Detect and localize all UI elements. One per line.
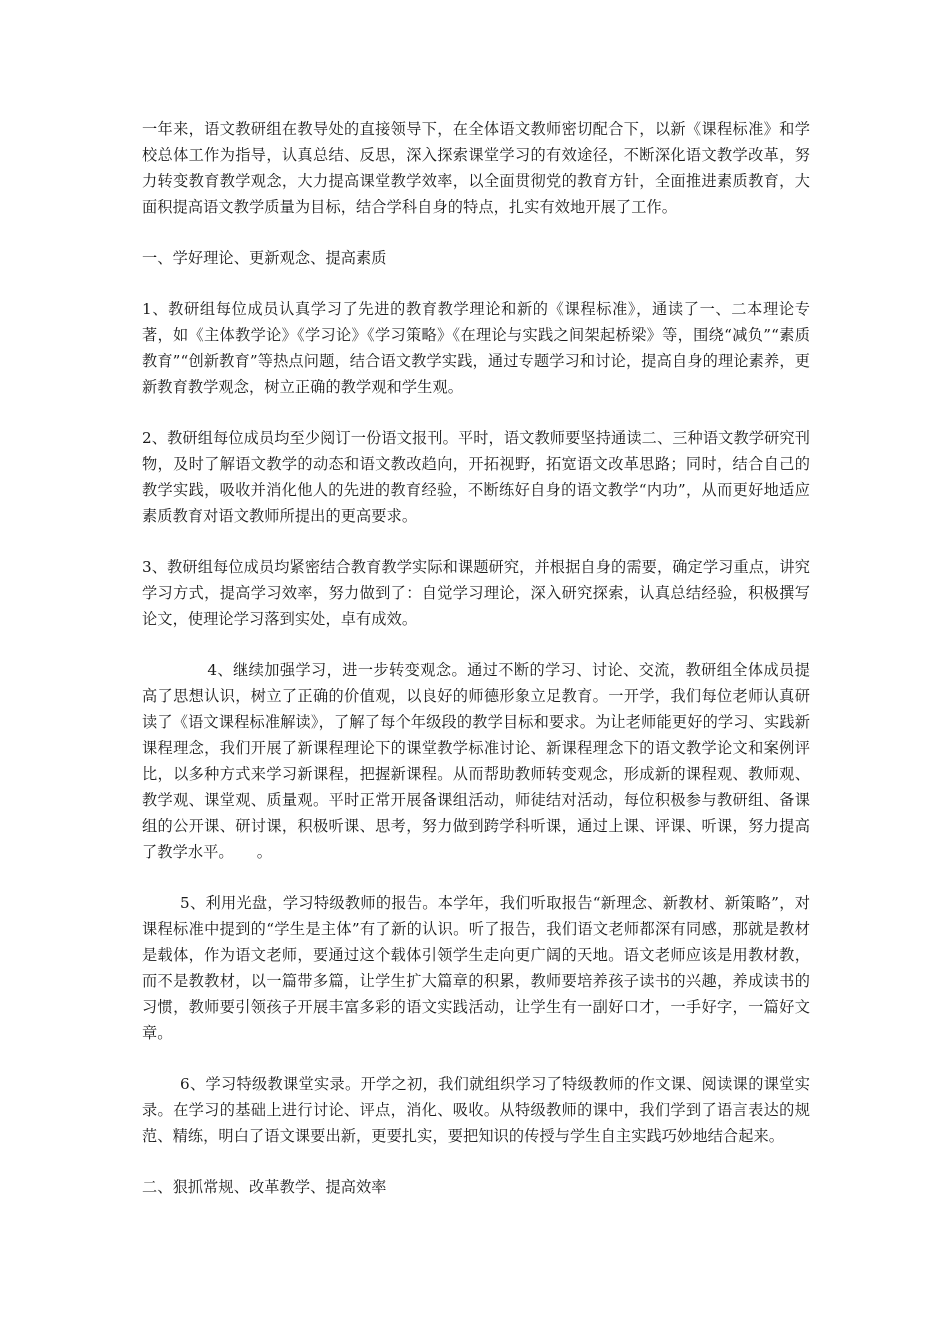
section-heading-1: 一、学好理论、更新观念、提高素质	[142, 249, 387, 267]
paragraph-item-3: 3、教研组每位成员均紧密结合教育教学实际和课题研究，并根据自身的需要，确定学习重点，讲究学习方式，提高学习效率，努力做到了：自觉学习理论，深入研究探索，认真总结经验，积极撰写论文，使理论学习落到实处，卓有成效。	[142, 558, 810, 628]
paragraph-item-2: 2、教研组每位成员均至少阅订一份语文报刊。平时，语文教师要坚持通读二、三种语文教学研究刊物，及时了解语文教学的动态和语文教改趋向，开拓视野，拓宽语文改革思路；同时，结合自己的教学实践，吸收并消化他人的先进的教育经验，不断练好自身的语文教学“内功”，从而更好地适应素质教育对语文教师所提出的更高要求。	[142, 429, 810, 525]
paragraph-item-1: 1、教研组每位成员认真学习了先进的教育教学理论和新的《课程标准》，通读了一、二本理论专著，如《主体教学论》《学习论》《学习策略》《在理论与实践之间架起桥梁》等，围绕“减负”“素质教育”“创新教育”等热点问题，结合语文教学实践，通过专题学习和讨论，提高自身的理论素养，更新教育教学观念，树立正确的教学观和学生观。	[142, 300, 810, 396]
intro-paragraph: 一年来，语文教研组在教导处的直接领导下，在全体语文教师密切配合下，以新《课程标准》和学校总体工作为指导，认真总结、反思，深入探索课堂学习的有效途径，不断深化语文教学改革，努力转变教育教学观念，大力提高课堂教学效率，以全面贯彻党的教育方针，全面推进素质教育，大面积提高语文教学质量为目标，结合学科自身的特点，扎实有效地开展了工作。	[142, 120, 810, 216]
document-body	[142, 116, 810, 1225]
paragraph-item-6: 6、学习特级教课堂实录。开学之初，我们就组织学习了特级教师的作文课、阅读课的课堂实录。在学习的基础上进行讨论、评点，消化、吸收。从特级教师的课中，我们学到了语言表达的规范、精练，明白了语文课要出新，更要扎实，要把知识的传授与学生自主实践巧妙地结合起来。	[142, 1075, 810, 1145]
section-heading-2: 二、狠抓常规、改革教学、提高效率	[142, 1178, 387, 1196]
paragraph-item-4: 4、继续加强学习，进一步转变观念。通过不断的学习、讨论、交流，教研组全体成员提高了思想认识，树立了正确的价值观，以良好的师德形象立足教育。一开学，我们每位老师认真研读了《语文课程标准解读》，了解了每个年级段的教学目标和要求。为让老师能更好的学习、实践新课程理念，我们开展了新课程理论下的课堂教学标准讨论、新课程理念下的语文教学论文和案例评比，以多种方式来学习新课程，把握新课程。从而帮助教师转变观念，形成新的课程观、教师观、教学观、课堂观、质量观。平时正常开展备课组活动，师徒结对活动，每位积极参与教研组、备课组的公开课、研讨课，积极听课、思考，努力做到跨学科听课，通过上课、评课、听课，努力提高了教学水平。 。	[142, 661, 810, 861]
paragraph-item-5: 5、利用光盘，学习特级教师的报告。本学年，我们听取报告“新理念、新教材、新策略”，对课程标准中提到的“学生是主体”有了新的认识。听了报告，我们语文老师都深有同感，那就是教材是载体，作为语文老师，要通过这个载体引领学生走向更广阔的天地。语文老师应该是用教材教，而不是教教材，以一篇带多篇，让学生扩大篇章的积累，教师要培养孩子读书的兴趣，养成读书的习惯，教师要引领孩子开展丰富多彩的语文实践活动，让学生有一副好口才，一手好字，一篇好文章。	[142, 894, 810, 1042]
